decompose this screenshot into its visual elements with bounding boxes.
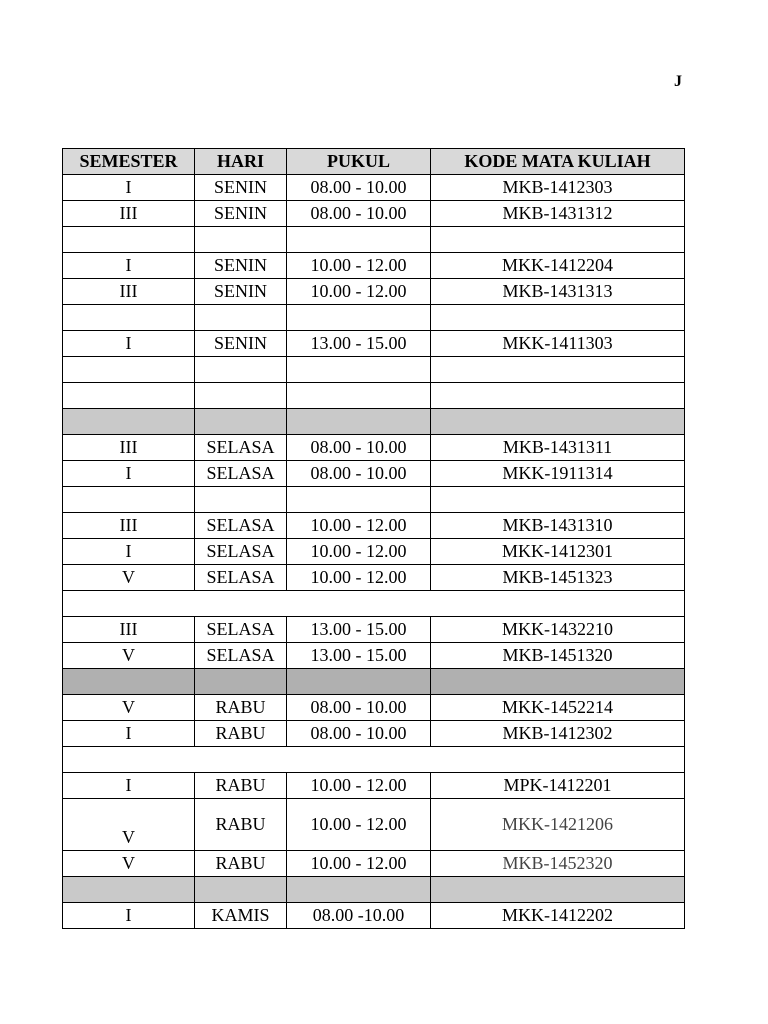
semester-cell: V	[63, 695, 195, 721]
empty-cell	[431, 357, 685, 383]
empty-cell	[195, 305, 287, 331]
shaded-separator-row	[63, 877, 685, 903]
empty-row	[63, 383, 685, 409]
empty-cell	[195, 669, 287, 695]
schedule-body	[63, 175, 685, 929]
pukul-cell: 10.00 - 12.00	[287, 565, 431, 591]
corner-letter: J	[674, 73, 682, 90]
semester-cell: III	[63, 513, 195, 539]
kode-cell: MKK-1432210	[431, 617, 685, 643]
shaded-separator-row	[63, 409, 685, 435]
semester-cell: I	[63, 539, 195, 565]
hari-cell: SELASA	[195, 435, 287, 461]
empty-cell	[431, 409, 685, 435]
empty-row	[63, 227, 685, 253]
kode-cell: MKB-1412302	[431, 721, 685, 747]
empty-row	[63, 487, 685, 513]
kode-cell: MPK-1412201	[431, 773, 685, 799]
empty-cell	[287, 305, 431, 331]
semester-cell: III	[63, 201, 195, 227]
hari-cell: SELASA	[195, 513, 287, 539]
hari-cell: SELASA	[195, 461, 287, 487]
empty-cell	[431, 305, 685, 331]
empty-cell	[431, 227, 685, 253]
kode-cell: MKB-1451323	[431, 565, 685, 591]
kode-cell: MKB-1431311	[431, 435, 685, 461]
semester-cell: I	[63, 773, 195, 799]
table-row	[63, 461, 685, 487]
empty-cell	[287, 383, 431, 409]
schedule-table	[62, 148, 685, 929]
semester-cell: I	[63, 903, 195, 929]
semester-cell: I	[63, 175, 195, 201]
table-row	[63, 539, 685, 565]
table-row	[63, 565, 685, 591]
semester-cell: V	[63, 851, 195, 877]
pukul-cell: 10.00 - 12.00	[287, 539, 431, 565]
hari-cell: KAMIS	[195, 903, 287, 929]
hari-cell: SELASA	[195, 643, 287, 669]
pukul-cell: 10.00 - 12.00	[287, 851, 431, 877]
semester-cell: III	[63, 435, 195, 461]
semester-cell: III	[63, 279, 195, 305]
semester-cell: I	[63, 253, 195, 279]
table-row	[63, 643, 685, 669]
empty-row	[63, 305, 685, 331]
empty-cell	[63, 383, 195, 409]
empty-cell	[431, 487, 685, 513]
pukul-cell: 10.00 - 12.00	[287, 773, 431, 799]
separator-row	[63, 591, 685, 617]
kode-cell: MKK-1412202	[431, 903, 685, 929]
empty-cell	[63, 357, 195, 383]
empty-cell	[63, 305, 195, 331]
kode-cell: MKB-1451320	[431, 643, 685, 669]
hari-cell: SENIN	[195, 279, 287, 305]
pukul-cell: 13.00 - 15.00	[287, 331, 431, 357]
kode-cell: MKK-1412204	[431, 253, 685, 279]
separator-cell	[63, 747, 685, 773]
empty-cell	[63, 227, 195, 253]
hari-cell: SELASA	[195, 617, 287, 643]
pukul-cell: 10.00 - 12.00	[287, 799, 431, 851]
kode-cell: MKK-1412301	[431, 539, 685, 565]
table-row	[63, 695, 685, 721]
semester-cell: I	[63, 461, 195, 487]
table-row	[63, 851, 685, 877]
empty-row	[63, 357, 685, 383]
empty-cell	[287, 669, 431, 695]
table-row	[63, 799, 685, 851]
pukul-cell: 08.00 - 10.00	[287, 435, 431, 461]
empty-cell	[431, 383, 685, 409]
table-row	[63, 279, 685, 305]
semester-cell: I	[63, 721, 195, 747]
column-header-kode: KODE MATA KULIAH	[431, 149, 685, 175]
table-row	[63, 773, 685, 799]
table-row	[63, 617, 685, 643]
kode-cell: MKB-1452320	[431, 851, 685, 877]
pukul-cell: 10.00 - 12.00	[287, 279, 431, 305]
kode-cell: MKB-1412303	[431, 175, 685, 201]
column-header-semester: SEMESTER	[63, 149, 195, 175]
semester-cell: V	[63, 799, 195, 851]
hari-cell: RABU	[195, 773, 287, 799]
empty-cell	[287, 409, 431, 435]
empty-cell	[195, 227, 287, 253]
shaded-separator-row	[63, 669, 685, 695]
kode-cell: MKB-1431312	[431, 201, 685, 227]
empty-cell	[195, 383, 287, 409]
pukul-cell: 08.00 -10.00	[287, 903, 431, 929]
semester-cell: I	[63, 331, 195, 357]
table-row	[63, 435, 685, 461]
empty-cell	[63, 487, 195, 513]
empty-cell	[195, 409, 287, 435]
column-header-hari: HARI	[195, 149, 287, 175]
hari-cell: SENIN	[195, 175, 287, 201]
semester-cell: V	[63, 643, 195, 669]
pukul-cell: 08.00 - 10.00	[287, 175, 431, 201]
empty-cell	[287, 227, 431, 253]
table-row	[63, 175, 685, 201]
separator-cell	[63, 591, 685, 617]
hari-cell: RABU	[195, 851, 287, 877]
table-row	[63, 331, 685, 357]
table-row	[63, 513, 685, 539]
empty-cell	[287, 877, 431, 903]
table-row	[63, 903, 685, 929]
hari-cell: SELASA	[195, 539, 287, 565]
table-row	[63, 253, 685, 279]
table-row	[63, 721, 685, 747]
empty-cell	[63, 669, 195, 695]
kode-cell: MKK-1421206	[431, 799, 685, 851]
empty-cell	[287, 487, 431, 513]
kode-cell: MKK-1452214	[431, 695, 685, 721]
pukul-cell: 08.00 - 10.00	[287, 201, 431, 227]
pukul-cell: 10.00 - 12.00	[287, 253, 431, 279]
hari-cell: RABU	[195, 721, 287, 747]
column-header-pukul: PUKUL	[287, 149, 431, 175]
pukul-cell: 08.00 - 10.00	[287, 695, 431, 721]
semester-cell: V	[63, 565, 195, 591]
empty-cell	[431, 669, 685, 695]
hari-cell: SENIN	[195, 331, 287, 357]
separator-row	[63, 747, 685, 773]
pukul-cell: 13.00 - 15.00	[287, 643, 431, 669]
kode-cell: MKB-1431313	[431, 279, 685, 305]
hari-cell: SELASA	[195, 565, 287, 591]
hari-cell: RABU	[195, 695, 287, 721]
semester-cell: III	[63, 617, 195, 643]
pukul-cell: 13.00 - 15.00	[287, 617, 431, 643]
empty-cell	[63, 409, 195, 435]
pukul-cell: 08.00 - 10.00	[287, 461, 431, 487]
empty-cell	[195, 487, 287, 513]
empty-cell	[287, 357, 431, 383]
kode-cell: MKB-1431310	[431, 513, 685, 539]
kode-cell: MKK-1411303	[431, 331, 685, 357]
hari-cell: SENIN	[195, 201, 287, 227]
table-header-row	[63, 149, 685, 175]
empty-cell	[431, 877, 685, 903]
hari-cell: SENIN	[195, 253, 287, 279]
kode-cell: MKK-1911314	[431, 461, 685, 487]
empty-cell	[195, 877, 287, 903]
table-row	[63, 201, 685, 227]
pukul-cell: 10.00 - 12.00	[287, 513, 431, 539]
empty-cell	[195, 357, 287, 383]
pukul-cell: 08.00 - 10.00	[287, 721, 431, 747]
hari-cell: RABU	[195, 799, 287, 851]
empty-cell	[63, 877, 195, 903]
